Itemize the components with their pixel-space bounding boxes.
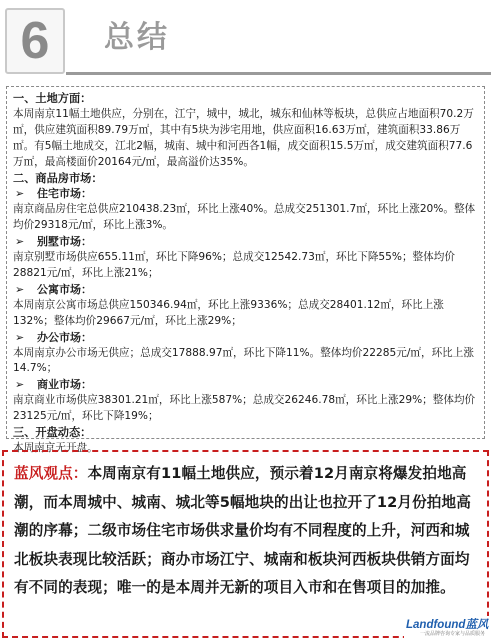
section-number: 6 (20, 12, 50, 70)
logo-wordmark: Landfound蓝风 (406, 619, 489, 631)
apartment-text: 本周南京公寓市场总供应150346.94㎡，环比上涨9336%；总成交28401.12㎡，环比上涨132%；整体均价29667元/㎡，环比上涨29%； (13, 298, 444, 327)
apartment-heading (13, 282, 478, 298)
apartment-heading-label: 公寓市场： (37, 282, 92, 296)
villa-text: 南京别墅市场供应655.11㎡，环比下降96%；总成交12542.73㎡，环比下降55%；整体均价28821元/㎡，环比上涨21%； (13, 251, 455, 279)
commentary-label: 蓝风观点： (14, 465, 88, 482)
section-header (0, 0, 491, 78)
header-divider (66, 72, 491, 75)
commentary-box (2, 450, 489, 638)
logo-tagline: 一流品牌咨询专家与品质服务 (420, 631, 486, 637)
arrow-bullet-icon: ➢ (15, 235, 25, 249)
landfound-logo (404, 616, 490, 640)
arrow-bullet-icon: ➢ (15, 330, 25, 344)
office-heading (13, 330, 478, 346)
opening-text: 本周南京无开盘。 (13, 441, 98, 454)
land-heading: 一、土地方面： (13, 92, 92, 105)
residential-text: 南京商品房住宅总供应210438.23㎡，环比上涨40%。总成交251301.7㎡，环比上涨20%。整体均价29318元/㎡，环比上涨3%。 (13, 203, 476, 232)
villa-heading-label: 别墅市场： (37, 235, 92, 249)
office-heading-label: 办公市场： (37, 330, 92, 344)
commercial-heading: 二、商品房市场： (13, 171, 103, 185)
residential-heading (13, 186, 478, 202)
opening-heading: 三、开盘动态： (13, 426, 92, 440)
arrow-bullet-icon: ➢ (15, 378, 25, 392)
summary-content-box (6, 86, 485, 454)
commentary-text: 本周南京有11幅土地供应，预示着12月南京将爆发拍地高潮，而本周城中、城南、城北等5幅地块的出让也拉开了12月份拍地高潮的序幕；二级市场住宅市场供求量价均有不同程度的上升，河西和城北板块表现比较活跃；商办市场江宁、城南和板块河西板块供销方面均有不同的表现；唯一的是本周并无新的项目入市和在售项目的加推。 (14, 465, 471, 597)
arrow-bullet-icon: ➢ (15, 282, 25, 296)
section-title: 总结 (104, 20, 170, 55)
residential-heading-label: 住宅市场： (37, 187, 92, 201)
villa-heading (13, 234, 478, 250)
office-text: 本周南京办公市场无供应；总成交17888.97㎡，环比下降11%。整体均价22285元/㎡，环比上涨14.7%； (13, 346, 474, 375)
retail-heading-label: 商业市场： (37, 378, 92, 392)
section-number-box (5, 8, 65, 74)
retail-text: 南京商业市场供应38301.21㎡，环比上涨587%；总成交26246.78㎡，环比上涨29%；整体均价23125元/㎡，环比下降19%； (13, 394, 476, 423)
land-text: 本周南京11幅土地供应，分别在，江宁，城中，城北，城东和仙林等板块，总供应占地面积70.2万㎡，供应建筑面积89.79万㎡，其中有5块为涉宅用地，供应面积16.63万㎡，建筑面积33.86万㎡。有5幅土地成交，江北2幅，城南、城中和河西各1幅，成交面积15.5万㎡，成交建筑面积77.6万㎡，最高楼面价20164元/㎡，最高溢价达35%。 (13, 107, 474, 168)
retail-heading (13, 377, 478, 393)
arrow-bullet-icon: ➢ (15, 187, 25, 201)
